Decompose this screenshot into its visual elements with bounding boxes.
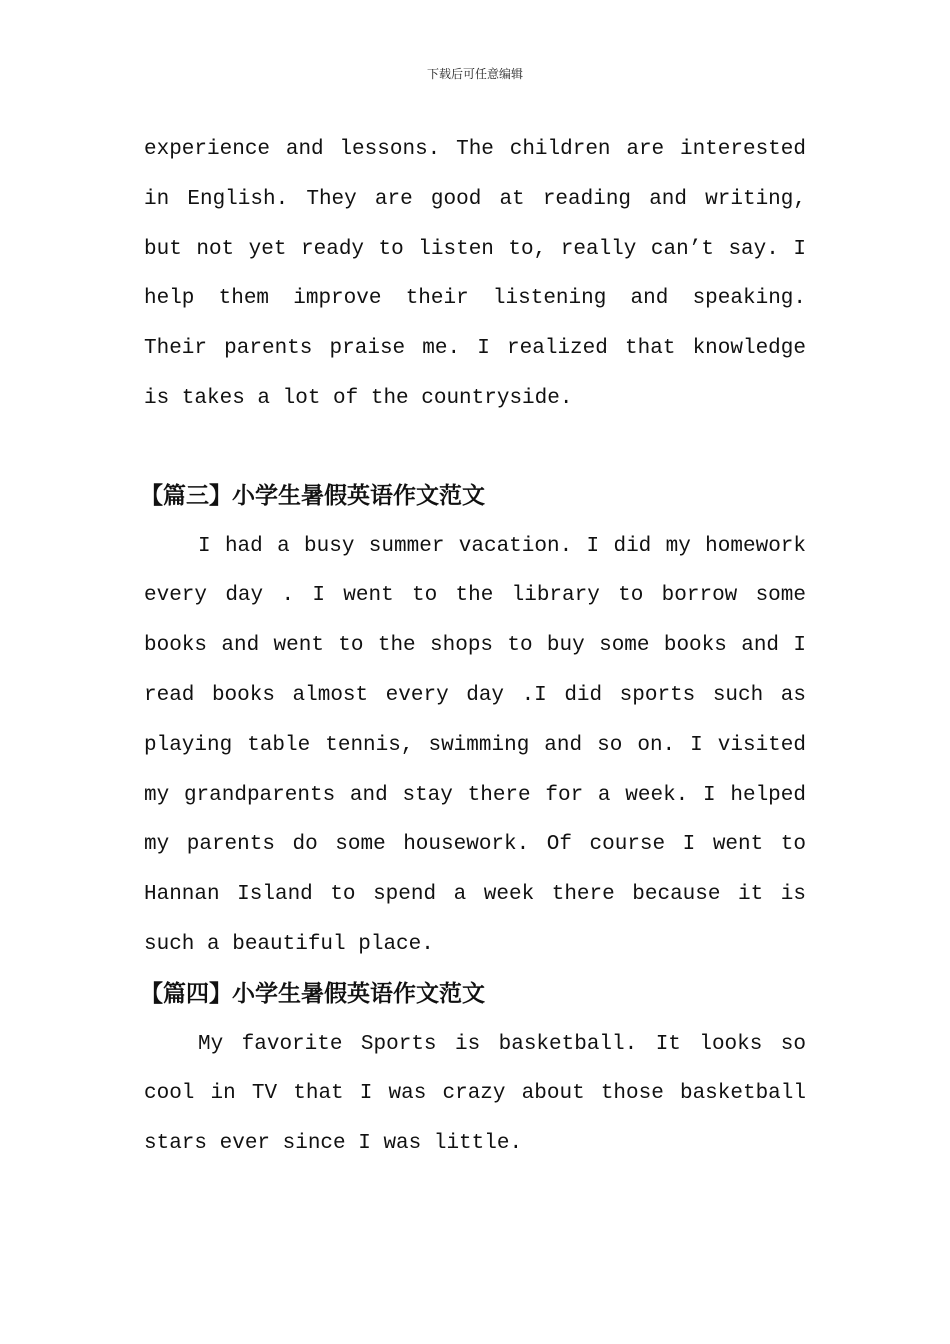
section-gap — [144, 424, 806, 472]
page-header-note: 下载后可任意编辑 — [426, 67, 523, 81]
paragraph-part-three: I had a busy summer vacation. I did my homework every day . I went to the library to borrow some books and went to the shops to buy some books and I read books almost every day .I did sports such as playing table tennis, swimming and so on. I visited my grandparents and stay there for a week. I helped my parents do some housework. Of course I went to Hannan Island to spend a week there because it is such a beautiful place. — [144, 534, 806, 956]
section-title-part-three: 【篇三】小学生暑假英语作文范文 — [140, 482, 485, 509]
section-title-part-four: 【篇四】小学生暑假英语作文范文 — [140, 980, 485, 1007]
document-body — [140, 125, 806, 1169]
paragraph-part-four: My favorite Sports is basketball. It looks so cool in TV that I was crazy about those basketball stars ever since I was little. — [144, 1032, 806, 1156]
paragraph-continued: experience and lessons. The children are interested in English. They are good at reading and writing, but not yet ready to listen to, really can’t say. I help them improve their listening and speaking. Their parents praise me. I realized that knowledge is takes a lot of the countryside. — [144, 138, 806, 410]
